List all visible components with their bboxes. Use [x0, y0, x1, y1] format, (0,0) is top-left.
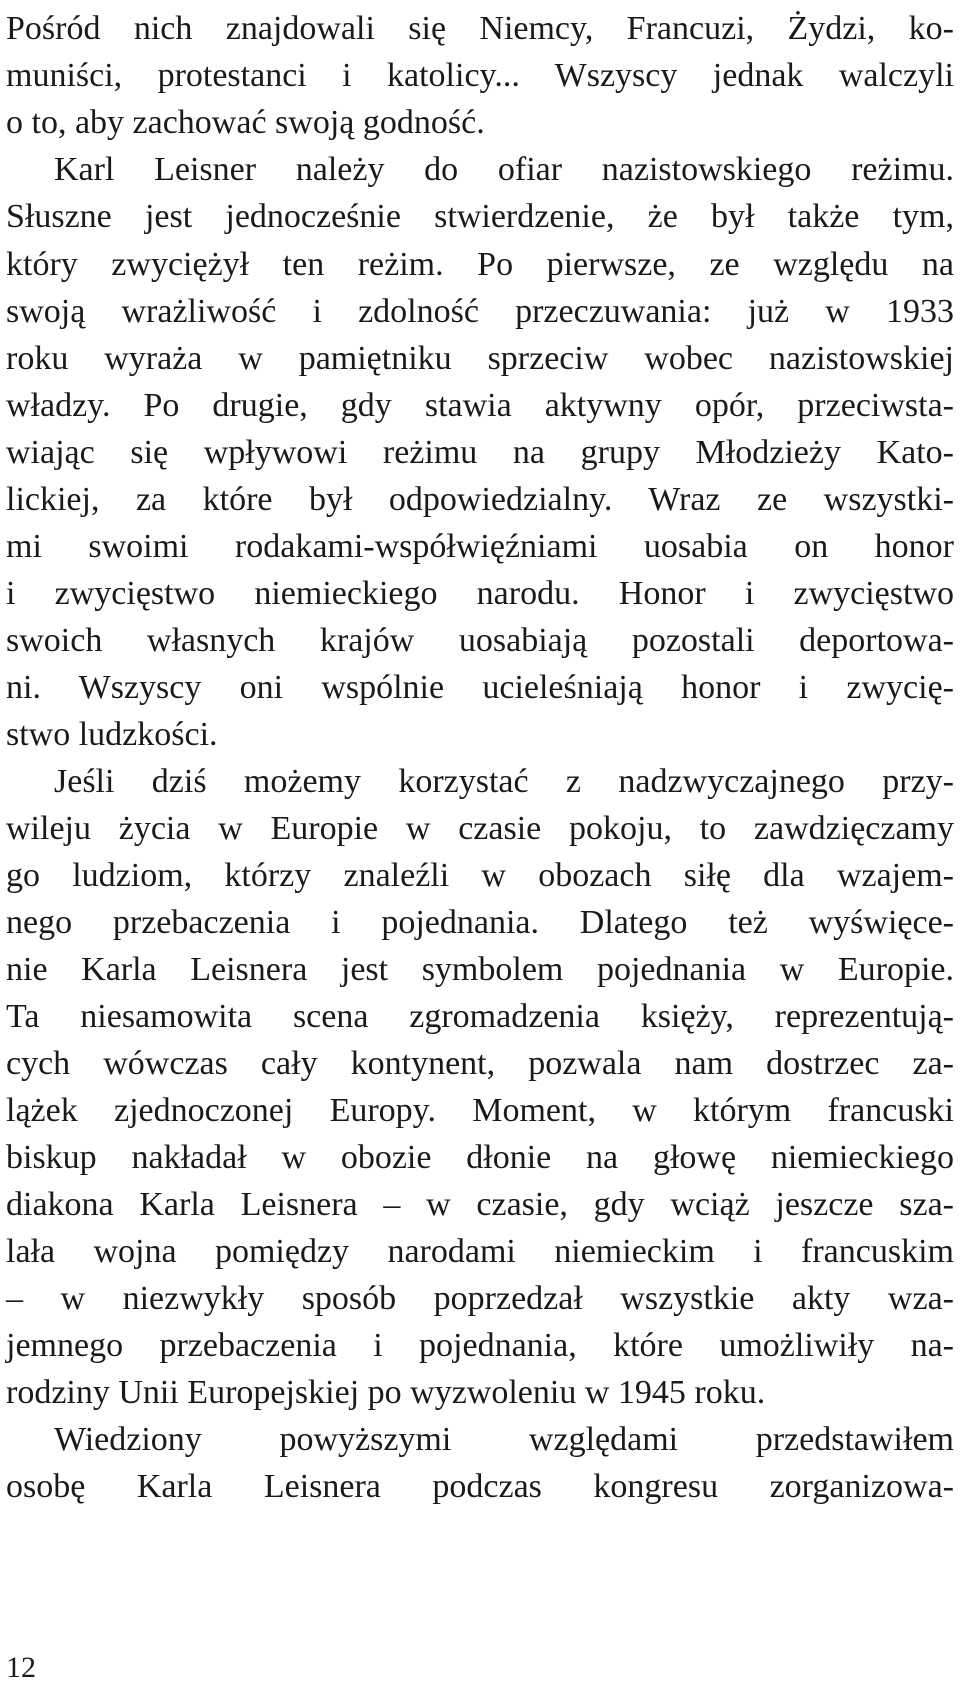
text-line: lała wojna pomiędzy narodami niemieckim i francuskim: [6, 1233, 954, 1270]
text-line: Wiedziony powyższymi względami przedstawiłem: [54, 1421, 954, 1458]
text-line: i zwycięstwo niemieckiego narodu. Honor i zwycięstwo: [6, 575, 954, 612]
text-line: mi swoimi rodakami-współwięźniami uosabia on honor: [6, 528, 954, 565]
page-number: 12: [6, 1651, 36, 1684]
text-line: ni. Wszyscy oni wspólnie ucieleśniają honor i zwycię-: [6, 669, 954, 706]
text-line: roku wyraża w pamiętniku sprzeciw wobec nazistowskiej: [6, 340, 954, 377]
text-line: muniści, protestanci i katolicy... Wszyscy jednak walczyli: [6, 57, 954, 94]
text-line: nie Karla Leisnera jest symbolem pojednania w Europie.: [6, 951, 954, 988]
text-line: wiając się wpływowi reżimu na grupy Młodzieży Kato-: [6, 434, 954, 471]
text-line: jemnego przebaczenia i pojednania, które umożliwiły na-: [6, 1327, 954, 1364]
text-line: nego przebaczenia i pojednania. Dlatego też wyświęce-: [6, 904, 954, 941]
text-line: Pośród nich znajdowali się Niemcy, Francuzi, Żydzi, ko-: [6, 10, 954, 47]
text-line: lickiej, za które był odpowiedzialny. Wraz ze wszystki-: [6, 481, 954, 518]
text-line: stwo ludzkości.: [6, 716, 218, 753]
text-line: rodziny Unii Europejskiej po wyzwoleniu w 1945 roku.: [6, 1374, 766, 1411]
text-line: Słuszne jest jednocześnie stwierdzenie, że był także tym,: [6, 198, 954, 235]
text-line: władzy. Po drugie, gdy stawia aktywny opór, przeciwsta-: [6, 387, 954, 424]
text-line: o to, aby zachować swoją godność.: [6, 104, 485, 141]
text-line: swoich własnych krajów uosabiają pozostali deportowa-: [6, 622, 954, 659]
text-line: – w niezwykły sposób poprzedzał wszystkie akty wza-: [6, 1280, 954, 1317]
text-line: lążek zjednoczonej Europy. Moment, w którym francuski: [6, 1092, 954, 1129]
text-line: wileju życia w Europie w czasie pokoju, to zawdzięczamy: [6, 810, 954, 847]
text-line: Ta niesamowita scena zgromadzenia księży, reprezentują-: [6, 998, 954, 1035]
text-line: go ludziom, którzy znaleźli w obozach siłę dla wzajem-: [6, 857, 954, 894]
text-line: biskup nakładał w obozie dłonie na głowę niemieckiego: [6, 1139, 954, 1176]
text-line: Karl Leisner należy do ofiar nazistowskiego reżimu.: [54, 151, 954, 188]
text-line: Jeśli dziś możemy korzystać z nadzwyczajnego przy-: [54, 763, 954, 800]
text-line: swoją wrażliwość i zdolność przeczuwania: już w 1933: [6, 293, 954, 330]
text-line: diakona Karla Leisnera – w czasie, gdy wciąż jeszcze sza-: [6, 1186, 954, 1223]
text-line: osobę Karla Leisnera podczas kongresu zorganizowa-: [6, 1468, 954, 1505]
text-line: który zwyciężył ten reżim. Po pierwsze, ze względu na: [6, 246, 954, 283]
text-line: cych wówczas cały kontynent, pozwala nam dostrzec za-: [6, 1045, 954, 1082]
